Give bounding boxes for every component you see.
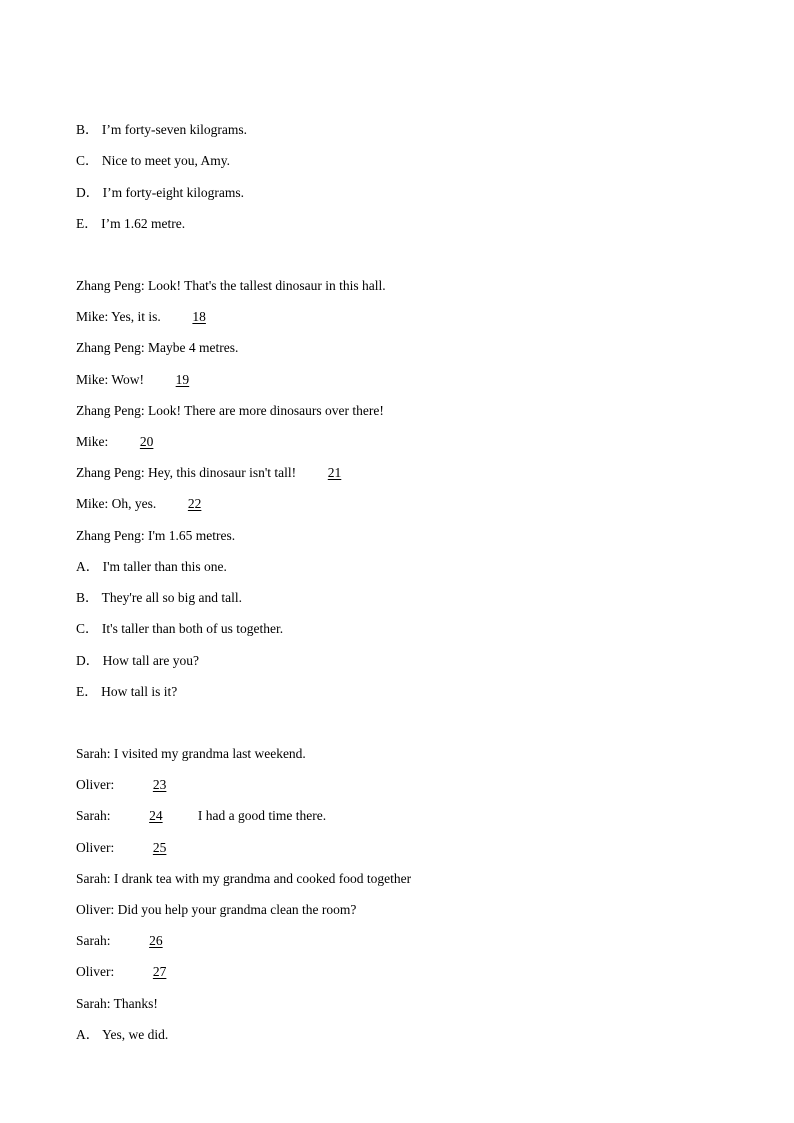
speaker-text: Oliver: <box>76 777 118 792</box>
option-text: How tall are you? <box>102 653 199 668</box>
dialogue3-line-2 <box>76 777 202 793</box>
answer-blank-19[interactable]: 19 <box>175 372 190 387</box>
dialogue3-line-9: Sarah: Thanks! <box>76 996 158 1011</box>
dialogue2-line-3: Zhang Peng: Maybe 4 metres. <box>76 340 239 355</box>
dialogue3-line-7 <box>76 933 198 949</box>
option-letter: C． <box>76 621 99 636</box>
option-d-1 <box>76 185 244 201</box>
speaker-text: Zhang Peng: Hey, this dinosaur isn't tall! <box>76 465 300 480</box>
option-e-1 <box>76 216 185 232</box>
option-letter: E． <box>76 684 98 699</box>
option-letter: B． <box>76 590 99 605</box>
speaker-text: Mike: Wow! <box>76 372 148 387</box>
dialogue3-line-5: Sarah: I drank tea with my grandma and cooked food together <box>76 871 412 886</box>
dialogue2-line-8 <box>76 496 230 512</box>
option-text: I’m forty-eight kilograms. <box>102 185 244 200</box>
speaker-text: Mike: Oh, yes. <box>76 496 160 511</box>
option-text: How tall is it? <box>101 684 178 699</box>
option-d-2 <box>76 653 199 669</box>
option-c-2 <box>76 621 283 637</box>
speaker-text: Mike: Yes, it is. <box>76 309 165 324</box>
dialogue2-line-2 <box>76 309 234 325</box>
speaker-text: Sarah: <box>76 933 114 948</box>
answer-blank-20[interactable]: 20 <box>139 434 154 449</box>
option-letter: C． <box>76 153 99 168</box>
option-text: Yes, we did. <box>102 1027 169 1042</box>
option-b-2 <box>76 590 242 606</box>
answer-blank-26[interactable]: 26 <box>149 933 163 948</box>
option-letter: B． <box>76 122 99 137</box>
answer-blank-23[interactable]: 23 <box>152 777 167 792</box>
option-text: I'm taller than this one. <box>102 559 227 574</box>
option-text: I’m forty-seven kilograms. <box>101 122 247 137</box>
speaker-text: Mike: <box>76 434 112 449</box>
option-text: It's taller than both of us together. <box>101 621 284 636</box>
speaker-text: Sarah: <box>76 808 114 823</box>
answer-blank-24[interactable]: 24 <box>149 808 163 823</box>
dialogue3-line-1: Sarah: I visited my grandma last weekend. <box>76 746 306 761</box>
speaker-text: Oliver: <box>76 840 118 855</box>
speaker-text-after: I had a good time there. <box>197 808 327 823</box>
speaker-text: Oliver: <box>76 964 118 979</box>
option-text: They're all so big and tall. <box>101 590 243 605</box>
option-letter: D． <box>76 653 100 668</box>
dialogue3-line-8 <box>76 964 202 980</box>
option-a-3 <box>76 1027 168 1043</box>
option-text: Nice to meet you, Amy. <box>101 153 230 168</box>
answer-blank-21[interactable]: 21 <box>327 465 342 480</box>
option-b-1 <box>76 122 247 138</box>
option-letter: A． <box>76 559 100 574</box>
option-a-2 <box>76 559 227 575</box>
option-text: I’m 1.62 metre. <box>101 216 186 231</box>
option-letter: D． <box>76 185 100 200</box>
answer-blank-27[interactable]: 27 <box>152 964 167 979</box>
answer-blank-18[interactable]: 18 <box>192 309 206 324</box>
dialogue3-line-3 <box>76 808 326 824</box>
dialogue2-line-6 <box>76 434 182 450</box>
answer-blank-25[interactable]: 25 <box>152 840 167 855</box>
dialogue3-line-4 <box>76 840 202 856</box>
answer-blank-22[interactable]: 22 <box>187 496 202 511</box>
option-letter: E． <box>76 216 98 231</box>
dialogue3-line-6: Oliver: Did you help your grandma clean the room? <box>76 902 357 917</box>
dialogue2-line-4 <box>76 372 217 388</box>
dialogue2-line-1: Zhang Peng: Look! That's the tallest dinosaur in this hall. <box>76 278 386 293</box>
dialogue2-line-5: Zhang Peng: Look! There are more dinosaurs over there! <box>76 403 384 418</box>
dialogue2-line-9: Zhang Peng: I'm 1.65 metres. <box>76 528 236 543</box>
option-letter: A． <box>76 1027 100 1042</box>
option-c-1 <box>76 153 230 169</box>
option-e-2 <box>76 684 177 700</box>
dialogue2-line-7 <box>76 465 370 481</box>
